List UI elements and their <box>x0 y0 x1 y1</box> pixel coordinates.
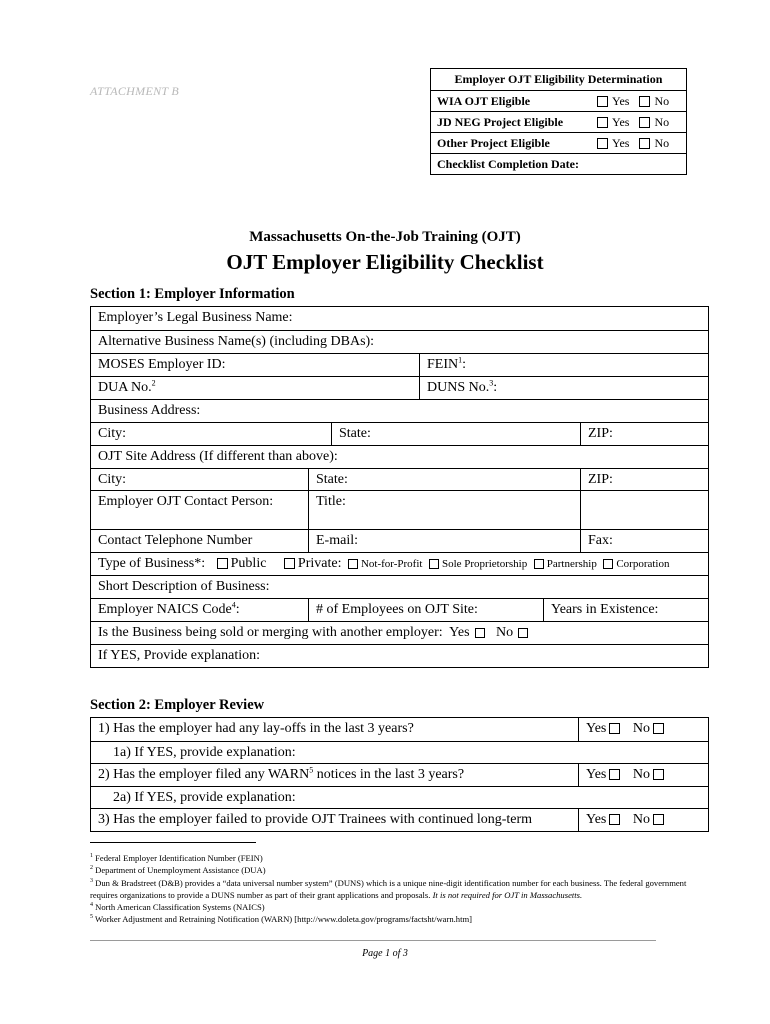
other-project-eligible-row: Other Project Eligible Yes No <box>431 132 686 153</box>
short-description-row[interactable]: Short Description of Business: <box>91 575 708 598</box>
contact-phone-row <box>91 529 708 552</box>
sole-proprietorship-checkbox[interactable] <box>429 559 439 569</box>
footnotes <box>90 852 690 926</box>
employees-field[interactable]: # of Employees on OJT Site: <box>308 599 543 621</box>
eligibility-determination-box <box>430 68 687 175</box>
determination-title: Employer OJT Eligibility Determination <box>454 72 663 86</box>
business-city-state-zip-row <box>91 422 708 445</box>
wia-no-checkbox[interactable] <box>639 96 650 107</box>
q3-no-checkbox[interactable] <box>653 814 664 825</box>
footnote-4: $^4$ North American Classification Systems (NAICS) <box>90 902 265 913</box>
moses-fein-row <box>91 353 708 376</box>
q1-yes-checkbox[interactable] <box>609 723 620 734</box>
corporation-checkbox[interactable] <box>603 559 613 569</box>
jd-neg-yes-checkbox[interactable] <box>597 117 608 128</box>
business-state-field[interactable]: State: <box>331 423 580 445</box>
question2a-row[interactable]: 2a) If YES, provide explanation: <box>91 786 708 808</box>
email-field[interactable]: E-mail: <box>308 530 580 552</box>
partnership-checkbox[interactable] <box>534 559 544 569</box>
business-address-row[interactable]: Business Address: <box>91 399 708 422</box>
wia-yes-checkbox[interactable] <box>597 96 608 107</box>
page-divider <box>90 940 656 941</box>
duns-field[interactable]: DUNS No.$^3$: <box>419 377 708 399</box>
question1a-row[interactable]: 1a) If YES, provide explanation: <box>91 741 708 763</box>
completion-date-row[interactable]: Checklist Completion Date: <box>431 153 686 174</box>
sold-yes-checkbox[interactable] <box>475 628 485 638</box>
sold-merging-row: Is the Business being sold or merging with another employer: Yes No <box>91 621 708 644</box>
q1-no-checkbox[interactable] <box>653 723 664 734</box>
contact-person-row <box>91 490 708 529</box>
question1-row: 1) Has the employer had any lay-offs in the last 3 years? Yes No <box>91 718 708 741</box>
naics-row <box>91 598 708 621</box>
site-city-state-zip-row <box>91 468 708 490</box>
legal-name-row[interactable]: Employer’s Legal Business Name: <box>98 310 293 325</box>
contact-phone-field[interactable]: Contact Telephone Number <box>98 533 253 548</box>
section1-heading: Section 1: Employer Information <box>90 286 295 302</box>
footnote-3: $^3$ Dun & Bradstreet (D&B) provides a “data universal number system” (DUNS) which is a unique nine-digit identification number for each business. The federal government requires organizations to provide a DUNS number as part of their grant applications and proposals. It is not required for OJT in Massachusetts. <box>90 877 687 900</box>
dua-field[interactable]: DUA No.$^2$ <box>98 378 156 395</box>
program-subtitle: Massachusetts On-the-Job Training (OJT) <box>249 229 521 245</box>
footnote-1: $^1$ Federal Employer Identification Number (FEIN) <box>90 853 263 863</box>
footnote-divider <box>90 842 256 843</box>
dua-duns-row <box>91 376 708 399</box>
footnote-2: $^2$ Department of Unemployment Assistance (DUA) <box>90 865 266 876</box>
q2-no-checkbox[interactable] <box>653 769 664 780</box>
sold-no-checkbox[interactable] <box>518 628 528 638</box>
contact-title-field[interactable]: Title: <box>308 491 580 529</box>
footnote-5: $^5$ Worker Adjustment and Retraining Notification (WARN) [http://www.doleta.gov/programs/factsht/warn.htm] <box>90 914 473 925</box>
alt-names-row[interactable]: Alternative Business Name(s) (including DBAs): <box>91 330 708 353</box>
jd-neg-no-checkbox[interactable] <box>639 117 650 128</box>
section2-heading: Section 2: Employer Review <box>90 697 265 713</box>
site-address-row[interactable]: OJT Site Address (If different than above): <box>91 445 708 468</box>
site-zip-field[interactable]: ZIP: <box>580 469 708 490</box>
private-checkbox[interactable] <box>284 558 295 569</box>
q2-yes-checkbox[interactable] <box>609 769 620 780</box>
attachment-label: ATTACHMENT B <box>90 84 180 98</box>
moses-id-field[interactable]: MOSES Employer ID: <box>98 357 226 372</box>
site-city-field[interactable]: City: <box>98 472 127 487</box>
jd-neg-eligible-row: JD NEG Project Eligible Yes No <box>431 111 686 132</box>
not-for-profit-checkbox[interactable] <box>348 559 358 569</box>
fax-field[interactable]: Fax: <box>580 530 708 552</box>
other-yes-checkbox[interactable] <box>597 138 608 149</box>
fein-field[interactable]: FEIN$^1$: <box>419 354 708 376</box>
page-title: OJT Employer Eligibility Checklist <box>226 250 544 274</box>
public-checkbox[interactable] <box>217 558 228 569</box>
employer-review-table <box>90 717 709 832</box>
page-number: Page 1 of 3 <box>362 948 408 959</box>
sold-explanation-row[interactable]: If YES, Provide explanation: <box>91 644 708 667</box>
contact-person-field[interactable]: Employer OJT Contact Person: <box>98 494 274 509</box>
site-state-field[interactable]: State: <box>308 469 580 490</box>
business-zip-field[interactable]: ZIP: <box>580 423 708 445</box>
q3-yes-checkbox[interactable] <box>609 814 620 825</box>
business-type-row: Type of Business*: Public Private: Not-for-Profit Sole Proprietorship Partnership Corporation <box>91 552 708 575</box>
employer-information-table <box>90 306 709 668</box>
question2-row: 2) Has the employer filed any WARN$^5$ notices in the last 3 years? Yes No <box>91 763 708 786</box>
years-field[interactable]: Years in Existence: <box>543 599 708 621</box>
contact-blank-field[interactable] <box>580 491 708 529</box>
wia-eligible-row: WIA OJT Eligible Yes No <box>431 90 686 111</box>
business-city-field[interactable]: City: <box>98 426 127 441</box>
other-no-checkbox[interactable] <box>639 138 650 149</box>
question3-row: 3) Has the employer failed to provide OJT Trainees with continued long-term Yes No <box>91 808 708 831</box>
naics-field[interactable]: Employer NAICS Code$^4$: <box>98 600 240 617</box>
